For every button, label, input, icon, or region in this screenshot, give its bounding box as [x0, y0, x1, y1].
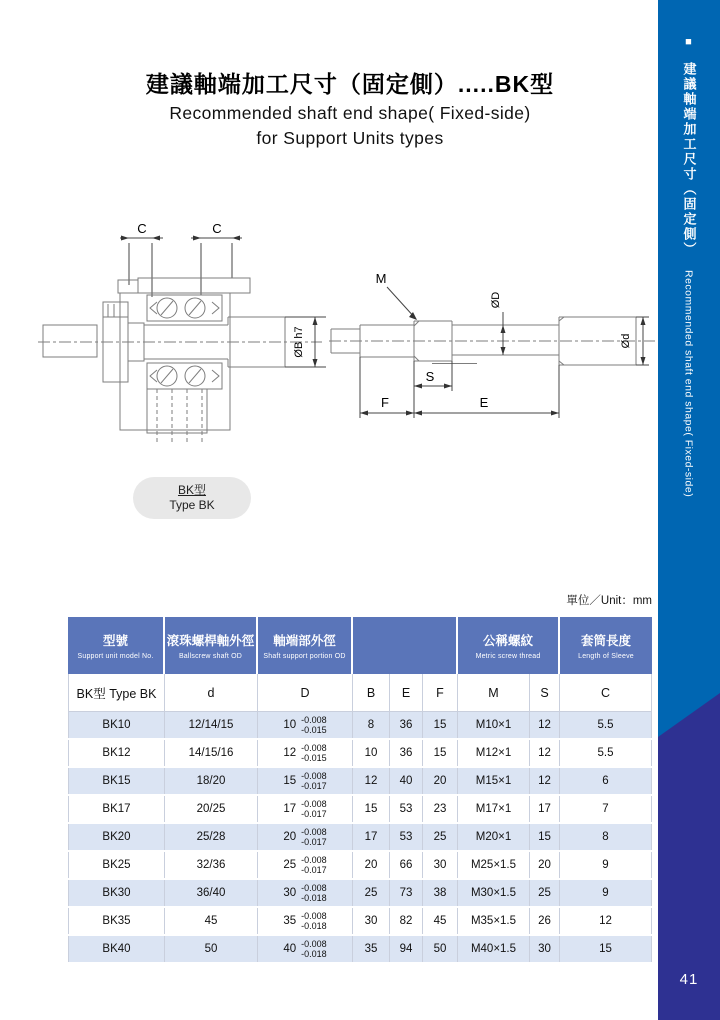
table-cell [258, 712, 353, 738]
group-header-zh: 公稱螺紋 [482, 634, 533, 648]
table-cell: 17 [530, 796, 560, 822]
shaft-end-diagram [329, 250, 657, 440]
group-header-en: Length of Sleeve [578, 653, 634, 660]
table-cell: 36 [390, 740, 423, 766]
table-row [68, 768, 652, 796]
d-value: 20 [283, 831, 297, 843]
title-block [40, 66, 660, 149]
table-cell: BK17 [68, 796, 165, 822]
subheader-cell: C [560, 674, 652, 711]
group-header-zh: 型號 [102, 634, 128, 648]
table-cell [258, 880, 353, 906]
d-tolerance-upper: -0.008 [301, 939, 327, 949]
table-cell: BK20 [68, 824, 165, 850]
table-cell: BK30 [68, 880, 165, 906]
page-title-zh: 建議軸端加工尺寸（固定側）.....BK型 [145, 71, 555, 97]
housing-outline [118, 278, 250, 433]
sidebar-text-en: Recommended shaft end shape( Fixed-side) [682, 269, 695, 498]
subheader-cell: d [165, 674, 258, 711]
page-number: 41 [679, 971, 699, 988]
table-cell: BK35 [68, 908, 165, 934]
dim-label-dia-d-upper: ØD [490, 291, 502, 309]
table-row [68, 740, 652, 768]
table-cell: 8 [353, 712, 390, 738]
sidebar-vertical-text [680, 36, 699, 497]
table-cell: M17×1 [458, 796, 530, 822]
table-cell: M40×1.5 [458, 936, 530, 962]
d-tolerance [301, 715, 327, 735]
table-cell: 9 [560, 880, 652, 906]
table-row [68, 824, 652, 852]
dim-label-c2: C [212, 221, 222, 236]
table-cell: BK15 [68, 768, 165, 794]
table-cell: M35×1.5 [458, 908, 530, 934]
table-cell [258, 768, 353, 794]
table-cell: 15 [353, 796, 390, 822]
table-cell: 15 [423, 740, 458, 766]
group-header-zh: 軸端部外徑 [273, 634, 336, 648]
group-header-en: Metric screw thread [475, 653, 541, 660]
table-row [68, 936, 652, 964]
table-cell: 53 [390, 824, 423, 850]
table-cell [258, 852, 353, 878]
table-cell: 14/15/16 [165, 740, 258, 766]
table-cell: 45 [165, 908, 258, 934]
unit-note: 單位／Unit：mm [566, 595, 652, 607]
table-cell: 38 [423, 880, 458, 906]
spec-table [68, 617, 652, 964]
subheader-cell: D [258, 674, 353, 711]
group-header-zh: 套筒長度 [580, 634, 631, 648]
d-tolerance [301, 883, 327, 903]
d-tolerance-lower: -0.017 [301, 809, 327, 819]
table-cell: 82 [390, 908, 423, 934]
table-cell: 17 [353, 824, 390, 850]
table-cell: 36 [390, 712, 423, 738]
table-row [68, 880, 652, 908]
support-unit-section-diagram [30, 205, 340, 455]
type-label-en: Type BK [169, 498, 215, 512]
d-value: 12 [283, 747, 297, 759]
d-value: 25 [283, 859, 297, 871]
d-tolerance-lower: -0.015 [301, 753, 327, 763]
subheader-cell: BK型 Type BK [68, 674, 165, 711]
d-tolerance-upper: -0.008 [301, 883, 327, 893]
group-header-cell [560, 617, 652, 674]
table-row [68, 796, 652, 824]
table-cell: 12 [530, 712, 560, 738]
dim-label-c1: C [137, 221, 147, 236]
table-cell: 23 [423, 796, 458, 822]
table-cell: 50 [165, 936, 258, 962]
table-cell [258, 908, 353, 934]
table-cell: BK25 [68, 852, 165, 878]
table-cell: M10×1 [458, 712, 530, 738]
table-cell: 30 [353, 908, 390, 934]
d-tolerance-lower: -0.017 [301, 837, 327, 847]
table-row [68, 712, 652, 740]
table-cell: 20/25 [165, 796, 258, 822]
table-row [68, 908, 652, 936]
group-header-en: Shaft support portion OD [263, 653, 346, 660]
table-cell: 9 [560, 852, 652, 878]
table-cell: 18/20 [165, 768, 258, 794]
group-header-en: Support unit model No. [77, 653, 154, 660]
dim-label-s: S [425, 369, 435, 384]
table-cell: 12 [530, 768, 560, 794]
table-cell: 15 [560, 936, 652, 962]
subheader-cell: B [353, 674, 390, 711]
group-header-en: Ballscrew shaft OD [178, 653, 243, 660]
table-cell: 15 [530, 824, 560, 850]
sidebar [658, 0, 720, 1020]
d-tolerance-upper: -0.008 [301, 771, 327, 781]
subheader-cell: F [423, 674, 458, 711]
dim-label-e: E [479, 395, 489, 410]
d-tolerance [301, 855, 327, 875]
d-tolerance-upper: -0.008 [301, 911, 327, 921]
f-e-dimensions [360, 357, 559, 418]
table-cell: 50 [423, 936, 458, 962]
d-tolerance-lower: -0.015 [301, 725, 327, 735]
table-cell: 35 [353, 936, 390, 962]
table-cell: 10 [353, 740, 390, 766]
d-tolerance-lower: -0.018 [301, 921, 327, 931]
table-cell: 73 [390, 880, 423, 906]
type-label-pill [133, 477, 251, 519]
subheader-cell: S [530, 674, 560, 711]
square-bullet-icon: ■ [682, 36, 695, 48]
d-tolerance [301, 799, 327, 819]
d-tolerance-lower: -0.018 [301, 893, 327, 903]
sidebar-text-zh: 建議軸端加工尺寸（固定側） [681, 62, 697, 258]
d-tolerance [301, 771, 327, 791]
dim-label-m: M [375, 271, 387, 286]
table-cell: M20×1 [458, 824, 530, 850]
table-cell: 15 [423, 712, 458, 738]
table-cell [258, 740, 353, 766]
table-cell: M15×1 [458, 768, 530, 794]
subheader-cell: E [390, 674, 423, 711]
d-value: 15 [283, 775, 297, 787]
group-header-cell [258, 617, 353, 674]
d-tolerance-upper: -0.008 [301, 799, 327, 809]
d-tolerance [301, 911, 327, 931]
d-tolerance [301, 939, 327, 959]
table-cell: 94 [390, 936, 423, 962]
group-header-cell [353, 617, 458, 674]
table-cell: 5.5 [560, 740, 652, 766]
table-cell: 6 [560, 768, 652, 794]
table-cell: 7 [560, 796, 652, 822]
dim-label-f: F [381, 395, 389, 410]
group-header-zh: 滾珠螺桿軸外徑 [166, 634, 255, 648]
page-title-en-2: for Support Units types [256, 128, 444, 148]
table-cell: 5.5 [560, 712, 652, 738]
table-cell: M30×1.5 [458, 880, 530, 906]
dim-label-shaft-dia: ØB h7 [293, 326, 305, 358]
page-title-en-1: Recommended shaft end shape( Fixed-side) [169, 103, 531, 123]
table-cell: 12 [530, 740, 560, 766]
table-subheader-row [68, 674, 652, 712]
table-cell: 20 [353, 852, 390, 878]
table-cell: 40 [390, 768, 423, 794]
table-cell: M12×1 [458, 740, 530, 766]
table-cell: 25 [530, 880, 560, 906]
d-tolerance-upper: -0.008 [301, 743, 327, 753]
table-cell: 8 [560, 824, 652, 850]
table-cell: BK40 [68, 936, 165, 962]
d-tolerance-upper: -0.008 [301, 827, 327, 837]
table-cell [258, 796, 353, 822]
table-cell [258, 936, 353, 962]
d-tolerance-upper: -0.008 [301, 855, 327, 865]
d-tolerance-upper: -0.008 [301, 715, 327, 725]
d-tolerance-lower: -0.017 [301, 865, 327, 875]
d-value: 30 [283, 887, 297, 899]
group-header-cell [458, 617, 560, 674]
table-cell: 20 [423, 768, 458, 794]
dim-label-dia-d-lower: Ød [620, 333, 632, 349]
group-header-cell [165, 617, 258, 674]
table-cell: 45 [423, 908, 458, 934]
table-cell: BK12 [68, 740, 165, 766]
table-cell: 32/36 [165, 852, 258, 878]
table-cell: M25×1.5 [458, 852, 530, 878]
table-cell: 25 [353, 880, 390, 906]
table-cell: 12/14/15 [165, 712, 258, 738]
d-value: 17 [283, 803, 297, 815]
table-cell: 36/40 [165, 880, 258, 906]
table-cell: 30 [530, 936, 560, 962]
type-label-zh: BK型 [177, 483, 206, 497]
d-tolerance-lower: -0.018 [301, 949, 327, 959]
d-tolerance-lower: -0.017 [301, 781, 327, 791]
d-value: 10 [283, 719, 297, 731]
d-value: 35 [283, 915, 297, 927]
table-cell: BK10 [68, 712, 165, 738]
table-cell: 12 [353, 768, 390, 794]
d-tolerance [301, 743, 327, 763]
table-cell: 25 [423, 824, 458, 850]
table-group-header-row [68, 617, 652, 674]
table-cell: 25/28 [165, 824, 258, 850]
table-cell: 12 [560, 908, 652, 934]
table-cell: 53 [390, 796, 423, 822]
hidden-lines [157, 389, 202, 443]
table-cell: 30 [423, 852, 458, 878]
table-cell: 26 [530, 908, 560, 934]
table-row [68, 852, 652, 880]
subheader-cell: M [458, 674, 530, 711]
table-cell: 66 [390, 852, 423, 878]
table-cell: 20 [530, 852, 560, 878]
d-value: 40 [283, 943, 297, 955]
group-header-cell [68, 617, 165, 674]
d-tolerance [301, 827, 327, 847]
table-cell [258, 824, 353, 850]
